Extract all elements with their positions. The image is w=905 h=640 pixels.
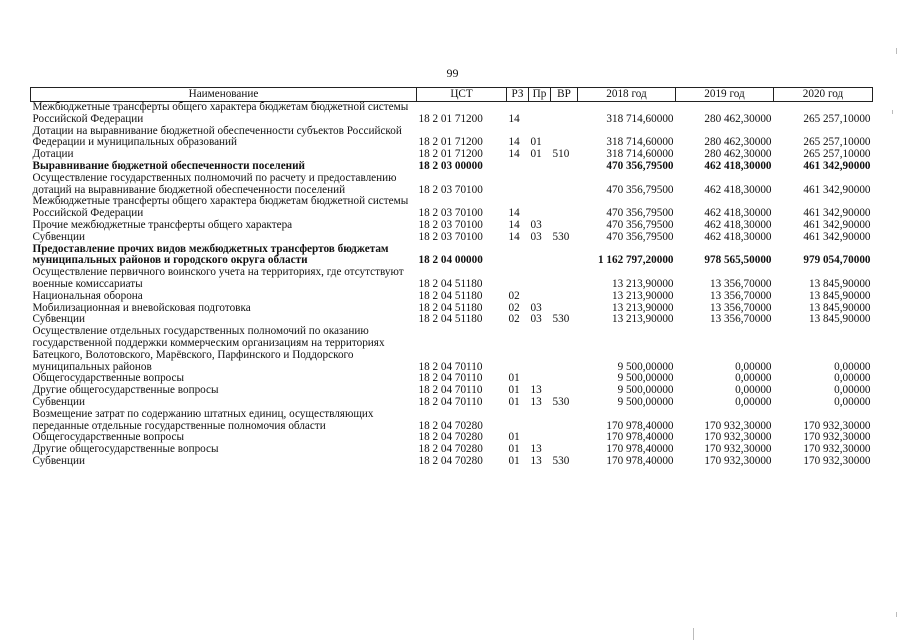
cell-2020: 170 932,30000 — [803, 431, 871, 444]
cell-pr — [529, 244, 551, 268]
cell-cst: 18 2 03 70100 — [418, 230, 483, 243]
cell-2019: 13 356,70000 — [709, 313, 772, 326]
cell-rz — [507, 244, 529, 268]
cell-cst: 18 2 04 70280 — [418, 454, 483, 467]
cell-2019: 462 418,30000 — [704, 159, 772, 172]
cell-vr: 530 — [552, 454, 570, 467]
cell-cst: 18 2 04 70110 — [418, 395, 483, 408]
cell-name: Возмещение затрат по содержанию штатных единиц, осуществляющих переданные отдельные государственные полномочия области — [32, 407, 374, 432]
cell-rz: 14 — [508, 112, 520, 125]
cell-cst: 18 2 03 70100 — [418, 218, 483, 231]
cell-cst: 18 2 04 51180 — [418, 289, 483, 302]
cell-rz: 14 — [508, 207, 520, 220]
cell-2019: 0,00000 — [735, 384, 772, 397]
cell-2019: 170 932,30000 — [704, 431, 772, 444]
table-row — [31, 196, 873, 220]
cell-2020: 265 257,10000 — [803, 148, 871, 161]
cell-name: Другие общегосударственные вопросы — [32, 384, 219, 397]
cell-rz: 01 — [508, 454, 520, 467]
cell-pr — [529, 267, 551, 291]
cell-pr — [529, 161, 551, 173]
cell-2020: 170 932,30000 — [803, 454, 871, 467]
cell-2018: 470 356,79500 — [606, 218, 674, 231]
cell-pr — [529, 291, 551, 303]
cell-pr: 01 — [530, 148, 542, 161]
table-header-row — [31, 88, 873, 102]
table-row — [31, 267, 873, 291]
cell-2019: 13 356,70000 — [709, 301, 772, 314]
cell-cst: 18 2 04 70280 — [418, 443, 483, 456]
cell-2019: 462 418,30000 — [704, 218, 772, 231]
cell-rz — [507, 161, 529, 173]
cell-2018: 318 714,60000 — [606, 148, 674, 161]
cell-2020: 0,00000 — [834, 360, 871, 373]
cell-2019: 462 418,30000 — [704, 230, 772, 243]
cell-vr — [551, 373, 578, 385]
cell-cst: 18 2 01 71200 — [418, 148, 483, 161]
cell-name: Субвенции — [32, 454, 85, 467]
cell-pr: 13 — [530, 454, 542, 467]
cell-2020: 170 932,30000 — [803, 443, 871, 456]
cell-name: Национальная оборона — [32, 289, 143, 302]
cell-2020: 13 845,90000 — [808, 277, 871, 290]
cell-rz: 01 — [508, 384, 520, 397]
cell-2018: 170 978,40000 — [606, 431, 674, 444]
cell-name: Другие общегосударственные вопросы — [32, 443, 219, 456]
cell-cst: 18 2 04 70280 — [418, 431, 483, 444]
cell-vr: 530 — [552, 395, 570, 408]
cell-vr: 510 — [552, 148, 570, 161]
cell-vr — [551, 432, 578, 444]
cell-cst: 18 2 03 00000 — [418, 159, 483, 172]
cell-vr: 530 — [552, 230, 570, 243]
cell-2020: 979 054,70000 — [803, 254, 871, 267]
cell-vr — [551, 161, 578, 173]
cell-2020: 461 342,90000 — [803, 183, 871, 196]
cell-2020: 461 342,90000 — [803, 218, 871, 231]
cell-2018: 9 500,00000 — [617, 395, 674, 408]
cell-2018: 470 356,79500 — [606, 207, 674, 220]
cell-2019: 462 418,30000 — [704, 207, 772, 220]
cell-cst: 18 2 01 71200 — [418, 136, 483, 149]
cell-rz: 14 — [508, 136, 520, 149]
cell-pr: 03 — [530, 301, 542, 314]
table-row — [31, 102, 873, 126]
cell-vr — [551, 220, 578, 232]
cell-vr — [551, 326, 578, 373]
cell-2020: 461 342,90000 — [803, 230, 871, 243]
cell-name: Дотации — [32, 148, 74, 161]
cell-pr — [529, 196, 551, 220]
cell-pr: 13 — [530, 395, 542, 408]
cell-2019: 170 932,30000 — [704, 419, 772, 432]
cell-cst: 18 2 04 70110 — [418, 360, 483, 373]
scan-mark — [693, 628, 694, 640]
cell-2018: 318 714,60000 — [606, 136, 674, 149]
cell-rz: 14 — [508, 230, 520, 243]
cell-pr: 13 — [530, 384, 542, 397]
cell-2020: 265 257,10000 — [803, 112, 871, 125]
cell-vr — [551, 244, 578, 268]
cell-rz: 02 — [508, 289, 520, 302]
cell-cst: 18 2 04 70110 — [418, 372, 483, 385]
cell-2018: 318 714,60000 — [606, 112, 674, 125]
table-row — [31, 456, 873, 468]
cell-name: Осуществление первичного воинского учета на территориях, где отсутствуют военные комиссариаты — [32, 266, 404, 290]
cell-2018: 470 356,79500 — [606, 230, 674, 243]
header-2019: 2019 год — [676, 88, 774, 102]
cell-2018: 9 500,00000 — [617, 360, 674, 373]
cell-2019: 462 418,30000 — [704, 183, 772, 196]
header-cst: ЦСТ — [417, 88, 507, 102]
cell-name: Межбюджетные трансферты общего характера бюджетам бюджетной системы Российской Федерации — [32, 101, 409, 125]
cell-name: Осуществление государственных полномочий по расчету и предоставлению дотаций на выравнивание бюджетной обеспеченности поселений — [32, 171, 397, 196]
table-row — [31, 161, 873, 173]
table-row — [31, 397, 873, 409]
cell-rz: 01 — [508, 443, 520, 456]
cell-2018: 1 162 797,20000 — [597, 254, 674, 267]
cell-name: Осуществление отдельных государственных полномочий по оказанию государственной поддержки коммерческим организациям на территориях Батецкого, Волотовского, Марёвского, Парфинского и Поддорского муниципальных районов — [32, 325, 385, 373]
table-row — [31, 220, 873, 232]
cell-name: Выравнивание бюджетной обеспеченности поселений — [32, 159, 305, 172]
cell-pr — [529, 326, 551, 373]
cell-2020: 265 257,10000 — [803, 136, 871, 149]
cell-name: Межбюджетные трансферты общего характера бюджетам бюджетной системы Российской Федерации — [32, 195, 409, 220]
cell-2018: 13 213,90000 — [611, 277, 674, 290]
cell-rz: 02 — [508, 301, 520, 314]
cell-pr: 03 — [530, 218, 542, 231]
cell-vr — [551, 102, 578, 126]
cell-rz: 01 — [508, 372, 520, 385]
cell-rz: 02 — [508, 313, 520, 326]
scan-mark — [892, 110, 893, 114]
header-2020: 2020 год — [774, 88, 873, 102]
cell-2019: 280 462,30000 — [704, 136, 772, 149]
table-row — [31, 126, 873, 150]
cell-cst: 18 2 04 70280 — [418, 419, 483, 432]
header-2018: 2018 год — [578, 88, 676, 102]
cell-2020: 461 342,90000 — [803, 159, 871, 172]
header-vr: ВР — [551, 88, 578, 102]
cell-cst: 18 2 01 71200 — [418, 112, 483, 125]
cell-2018: 170 978,40000 — [606, 454, 674, 467]
cell-name: Субвенции — [32, 230, 85, 243]
cell-vr — [551, 267, 578, 291]
cell-name: Общегосударственные вопросы — [32, 372, 185, 385]
cell-vr — [551, 173, 578, 197]
cell-name: Субвенции — [32, 313, 85, 326]
cell-name: Мобилизационная и вневойсковая подготовка — [32, 301, 251, 314]
cell-pr: 03 — [530, 230, 542, 243]
cell-rz: 14 — [508, 148, 520, 161]
cell-name: Общегосударственные вопросы — [32, 431, 185, 444]
cell-2019: 170 932,30000 — [704, 454, 772, 467]
cell-rz — [507, 326, 529, 373]
cell-name: Предоставление прочих видов межбюджетных трансфертов бюджетам муниципальных районов и городского округа области — [32, 242, 389, 267]
cell-2019: 0,00000 — [735, 372, 772, 385]
cell-2018: 13 213,90000 — [611, 313, 674, 326]
cell-2020: 0,00000 — [834, 384, 871, 397]
cell-vr — [551, 291, 578, 303]
cell-rz: 01 — [508, 395, 520, 408]
cell-2019: 0,00000 — [735, 395, 772, 408]
table-row — [31, 291, 873, 303]
table-row — [31, 326, 873, 373]
cell-2018: 13 213,90000 — [611, 289, 674, 302]
cell-2020: 0,00000 — [834, 372, 871, 385]
cell-rz — [507, 409, 529, 433]
cell-pr: 03 — [530, 313, 542, 326]
cell-2018: 170 978,40000 — [606, 419, 674, 432]
cell-2019: 280 462,30000 — [704, 148, 772, 161]
cell-cst: 18 2 04 00000 — [418, 254, 483, 267]
cell-pr: 01 — [530, 136, 542, 149]
cell-2018: 470 356,79500 — [606, 183, 674, 196]
cell-2020: 0,00000 — [834, 395, 871, 408]
table-body — [31, 102, 873, 468]
cell-2019: 170 932,30000 — [704, 443, 772, 456]
cell-2019: 280 462,30000 — [704, 112, 772, 125]
cell-cst: 18 2 03 70100 — [418, 183, 483, 196]
cell-2019: 978 565,50000 — [704, 254, 772, 267]
cell-2019: 13 356,70000 — [709, 277, 772, 290]
scan-mark — [896, 612, 897, 617]
cell-rz: 14 — [508, 218, 520, 231]
cell-name: Прочие межбюджетные трансферты общего характера — [32, 218, 293, 231]
cell-cst: 18 2 03 70100 — [418, 207, 483, 220]
budget-table — [30, 87, 873, 468]
cell-2018: 9 500,00000 — [617, 372, 674, 385]
table-row — [31, 232, 873, 244]
cell-vr — [551, 126, 578, 150]
cell-name: Субвенции — [32, 395, 85, 408]
cell-2019: 13 356,70000 — [709, 289, 772, 302]
cell-2020: 13 845,90000 — [808, 301, 871, 314]
cell-2018: 13 213,90000 — [611, 301, 674, 314]
cell-vr: 530 — [552, 313, 570, 326]
cell-rz — [507, 267, 529, 291]
cell-pr — [529, 102, 551, 126]
cell-cst: 18 2 04 51180 — [418, 301, 483, 314]
cell-pr: 13 — [530, 443, 542, 456]
table-row — [31, 173, 873, 197]
cell-2018: 9 500,00000 — [617, 384, 674, 397]
cell-2020: 13 845,90000 — [808, 289, 871, 302]
cell-rz — [507, 173, 529, 197]
cell-vr — [551, 196, 578, 220]
scan-mark — [896, 48, 897, 54]
cell-pr — [529, 409, 551, 433]
cell-cst: 18 2 04 51180 — [418, 277, 483, 290]
table-row — [31, 244, 873, 268]
header-name: Наименование — [31, 88, 417, 102]
header-rz: РЗ — [507, 88, 529, 102]
cell-cst: 18 2 04 70110 — [418, 384, 483, 397]
cell-cst: 18 2 04 51180 — [418, 313, 483, 326]
cell-2020: 170 932,30000 — [803, 419, 871, 432]
table-row — [31, 409, 873, 433]
cell-rz: 01 — [508, 431, 520, 444]
cell-2018: 470 356,79500 — [606, 159, 674, 172]
cell-name: Дотации на выравнивание бюджетной обеспеченности субъектов Российской Федерации и муниципальных образований — [32, 124, 402, 149]
cell-2019: 0,00000 — [735, 360, 772, 373]
cell-2020: 13 845,90000 — [808, 313, 871, 326]
cell-2018: 170 978,40000 — [606, 443, 674, 456]
cell-vr — [551, 409, 578, 433]
header-pr: Пр — [529, 88, 551, 102]
page-number: 99 — [446, 66, 459, 80]
cell-2020: 461 342,90000 — [803, 207, 871, 220]
cell-pr — [529, 173, 551, 197]
